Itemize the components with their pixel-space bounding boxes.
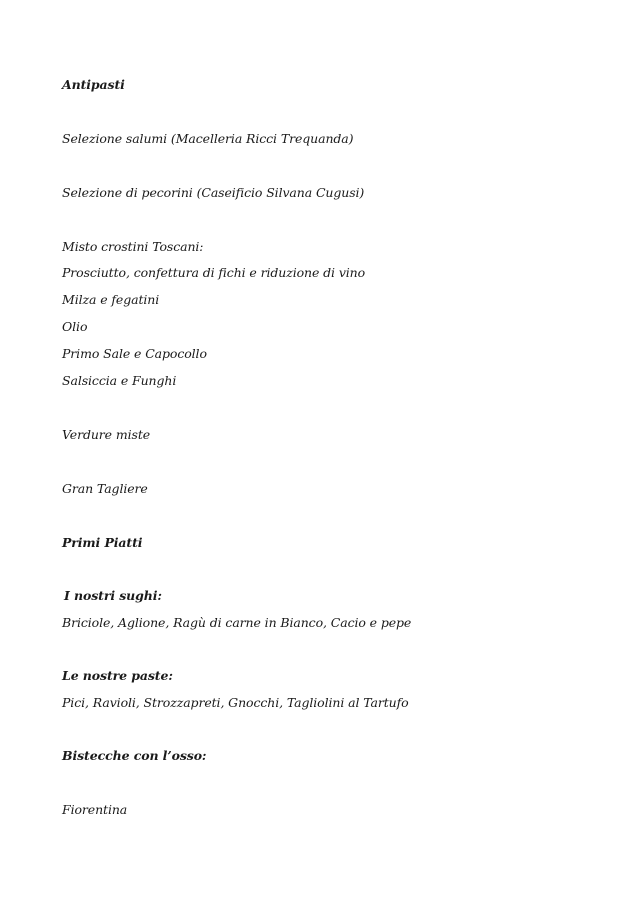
crostini-item-salsiccia: Salsiccia e Funghi	[62, 373, 177, 388]
bistecche-item-fiorentina: Fiorentina	[62, 802, 128, 817]
bistecche-heading: Bistecche con l’osso:	[62, 748, 207, 763]
antipasti-heading: Antipasti	[62, 77, 125, 92]
sughi-list: Briciole, Aglione, Ragù di carne in Bianco, Cacio e pepe	[62, 615, 412, 630]
primi-heading: Primi Piatti	[62, 535, 143, 550]
crostini-item-prosciutto: Prosciutto, confettura di fichi e riduzione di vino	[62, 265, 366, 280]
paste-list: Pici, Ravioli, Strozzapreti, Gnocchi, Tagliolini al Tartufo	[62, 695, 409, 710]
antipasti-item-tagliere: Gran Tagliere	[62, 481, 148, 496]
paste-title: Le nostre paste:	[62, 668, 173, 683]
crostini-item-primo-sale: Primo Sale e Capocollo	[62, 346, 207, 361]
antipasti-item-verdure: Verdure miste	[62, 427, 151, 442]
antipasti-item-salumi: Selezione salumi (Macelleria Ricci Trequanda)	[62, 131, 354, 146]
antipasti-item-pecorini: Selezione di pecorini (Caseificio Silvana Cugusi)	[62, 185, 365, 200]
crostini-item-milza: Milza e fegatini	[62, 292, 160, 307]
crostini-title: Misto crostini Toscani:	[62, 239, 204, 254]
sughi-title: I nostri sughi:	[64, 588, 162, 603]
crostini-item-olio: Olio	[62, 319, 88, 334]
